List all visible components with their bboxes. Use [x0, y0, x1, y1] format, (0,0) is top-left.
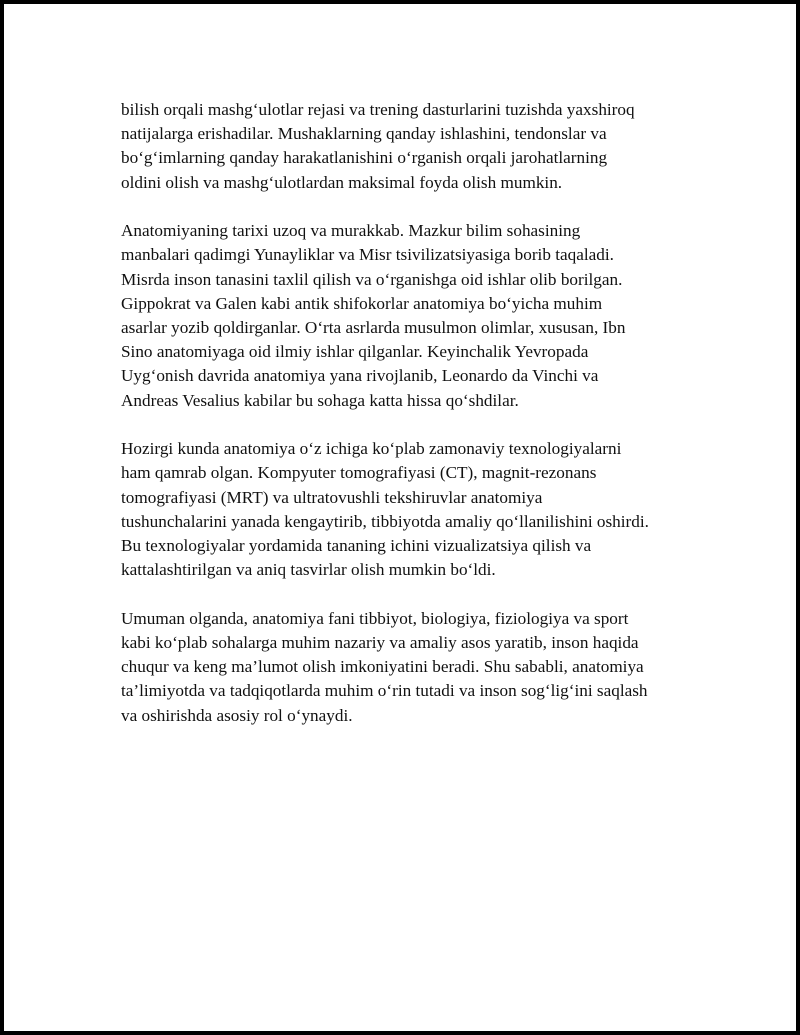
paragraph-line: manbalari qadimgi Yunayliklar va Misr tsivilizatsiyasiga borib taqaladi.: [121, 245, 614, 265]
document-body: [121, 98, 699, 752]
paragraph-line: ta’limiyotda va tadqiqotlarda muhim o‘rin tutadi va inson sog‘lig‘ini saqlash: [121, 681, 648, 701]
paragraph-line: tomografiyasi (MRT) va ultratovushli tekshiruvlar anatomiya: [121, 487, 543, 507]
paragraph-line: bilish orqali mashg‘ulotlar rejasi va trening dasturlarini tuzishda yaxshiroq: [121, 100, 635, 119]
paragraph-line: Hozirgi kunda anatomiya o‘z ichiga ko‘plab zamonaviy texnologiyalarni: [121, 439, 622, 459]
paragraph-line: oldini olish va mashg‘ulotlardan maksimal foyda olish mumkin.: [121, 172, 563, 192]
paragraph-line: Anatomiyaning tarixi uzoq va murakkab. Mazkur bilim sohasining: [121, 221, 581, 241]
paragraph-line: va oshirishda asosiy rol o‘ynaydi.: [121, 705, 353, 725]
paragraph-line: chuqur va keng ma’lumot olish imkoniyatini beradi. Shu sababli, anatomiya: [121, 657, 644, 677]
paragraph-line: Uyg‘onish davrida anatomiya yana rivojlanib, Leonardo da Vinchi va: [121, 366, 599, 386]
paragraph-line: bo‘g‘imlarning qanday harakatlanishini o‘rganish orqali jarohatlarning: [121, 148, 608, 168]
paragraph-3: [121, 437, 699, 582]
paragraph-1: [121, 98, 699, 195]
paragraph-line: Umuman olganda, anatomiya fani tibbiyot, biologiya, fiziologiya va sport: [121, 608, 629, 628]
paragraph-line: natijalarga erishadilar. Mushaklarning qanday ishlashini, tendonslar va: [121, 124, 607, 144]
paragraph-line: Gippokrat va Galen kabi antik shifokorlar anatomiya bo‘yicha muhim: [121, 293, 603, 313]
paragraph-line: Bu texnologiyalar yordamida tananing ichini vizualizatsiya qilish va: [121, 536, 592, 556]
paragraph-line: kabi ko‘plab sohalarga muhim nazariy va amaliy asos yaratib, inson haqida: [121, 633, 639, 653]
paragraph-line: Andreas Vesalius kabilar bu sohaga katta hissa qo‘shdilar.: [121, 390, 519, 410]
paragraph-4: [121, 607, 699, 728]
paragraph-line: Misrda inson tanasini taxlil qilish va o‘rganishga oid ishlar olib borilgan.: [121, 269, 623, 289]
paragraph-line: Sino anatomiyaga oid ilmiy ishlar qilganlar. Keyinchalik Yevropada: [121, 342, 589, 362]
paragraph-line: asarlar yozib qoldirganlar. O‘rta asrlarda musulmon olimlar, xususan, Ibn: [121, 318, 626, 338]
paragraph-line: ham qamrab olgan. Kompyuter tomografiyasi (CT), magnit-rezonans: [121, 463, 597, 483]
paragraph-line: tushunchalarini yanada kengaytirib, tibbiyotda amaliy qo‘llanilishini oshirdi.: [121, 511, 649, 531]
paragraph-line: kattalashtirilgan va aniq tasvirlar olish mumkin bo‘ldi.: [121, 560, 496, 580]
paragraph-2: [121, 219, 699, 413]
